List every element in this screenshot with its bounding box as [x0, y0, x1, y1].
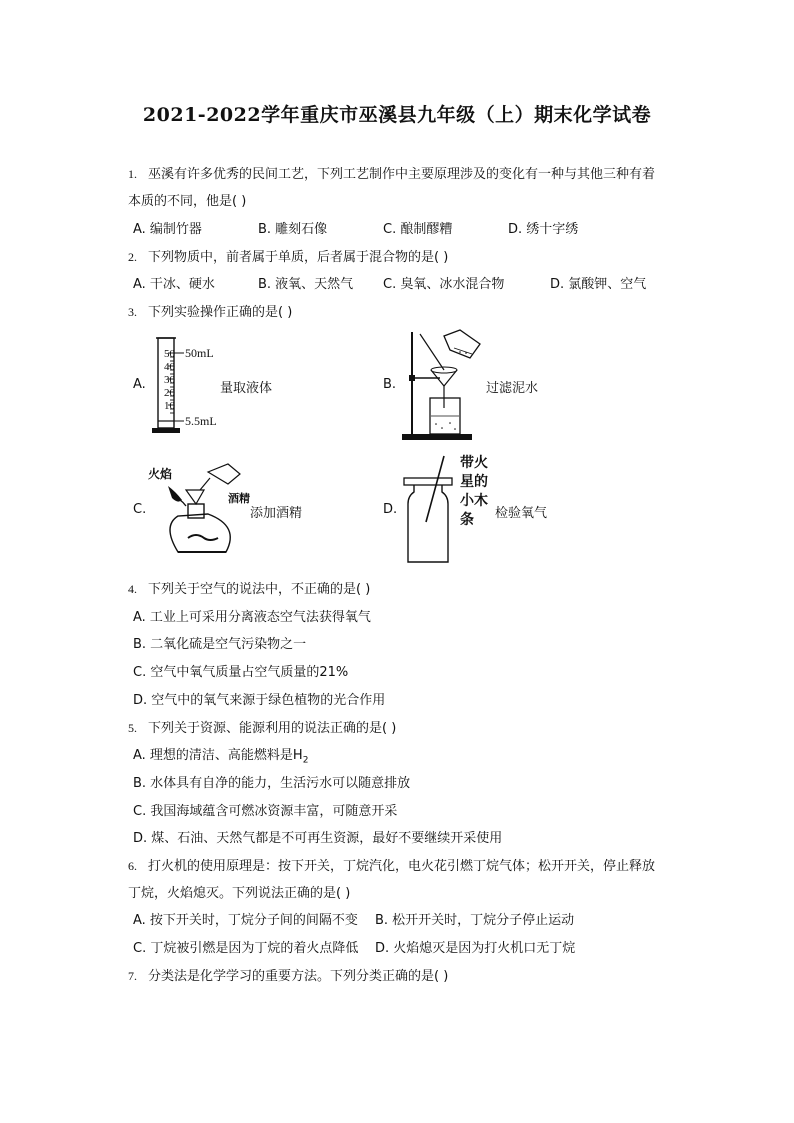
q3-option-b-letter[interactable]: B.	[383, 377, 397, 392]
question-number: 1.	[128, 167, 137, 181]
question-1-stem-cont: 本质的不同，他是( )	[128, 194, 247, 209]
question-number: 6.	[128, 859, 137, 873]
q3-option-c-text: 添加酒精	[250, 506, 303, 521]
q1-option-c[interactable]: C. 酿制醪糟	[383, 222, 453, 237]
cylinder-mark: 20	[164, 387, 175, 399]
cylinder-mark: 10	[164, 400, 175, 412]
splint-label: 带火 星的 小木 条	[460, 455, 488, 528]
cylinder-mark: 30	[164, 374, 175, 386]
question-6-stem: 6. 打火机的使用原理是：按下开关，丁烷汽化，电火花引燃丁烷气体；松开开关，停止释放	[128, 859, 656, 874]
q6-option-d[interactable]: D. 火焰熄灭是因为打火机口无丁烷	[375, 941, 576, 956]
q6-option-b[interactable]: B. 松开开关时，丁烷分子停止运动	[375, 913, 575, 928]
graduated-cylinder-figure	[150, 335, 230, 440]
question-1-stem: 1. 巫溪有许多优秀的民间工艺，下列工艺制作中主要原理涉及的变化有一种与其他三种有着	[128, 167, 656, 182]
question-number: 7.	[128, 969, 137, 983]
q3-option-d-text: 检验氧气	[495, 506, 548, 521]
question-4-stem: 4. 下列关于空气的说法中，不正确的是( )	[128, 582, 371, 597]
question-number: 4.	[128, 582, 137, 596]
q3-option-a-text: 量取液体	[220, 381, 273, 396]
question-number: 5.	[128, 721, 137, 735]
filtration-figure	[400, 326, 490, 446]
question-5-stem: 5. 下列关于资源、能源利用的说法正确的是( )	[128, 721, 397, 736]
question-3-stem: 3. 下列实验操作正确的是( )	[128, 305, 293, 320]
q4-option-a[interactable]: A. 工业上可采用分离液态空气法获得氧气	[133, 610, 371, 625]
page-title: 2021-2022学年重庆市巫溪县九年级（上）期末化学试卷	[142, 104, 652, 126]
q4-option-b[interactable]: B. 二氧化硫是空气污染物之一	[133, 637, 307, 652]
alcohol-label: 酒精	[228, 492, 250, 505]
q2-option-b[interactable]: B. 液氧、天然气	[258, 277, 354, 292]
q3-option-a-letter[interactable]: A.	[133, 377, 146, 392]
q2-option-d[interactable]: D. 氯酸钾、空气	[550, 277, 647, 292]
q1-option-a[interactable]: A. 编制竹器	[133, 222, 202, 237]
q2-option-a[interactable]: A. 干冰、硬水	[133, 277, 215, 292]
question-6-stem-cont: 丁烷，火焰熄灭。下列说法正确的是( )	[128, 886, 351, 901]
question-2-stem: 2. 下列物质中，前者属于单质，后者属于混合物的是( )	[128, 250, 449, 265]
q4-option-d[interactable]: D. 空气中的氧气来源于绿色植物的光合作用	[133, 693, 386, 708]
q3-option-c-letter[interactable]: C.	[133, 502, 147, 517]
question-number: 3.	[128, 305, 137, 319]
cylinder-bottom-label: 5.5mL	[185, 414, 217, 428]
q4-option-c[interactable]: C. 空气中氧气质量占空气质量的21%	[133, 665, 349, 680]
q5-option-c[interactable]: C. 我国海域蕴含可燃冰资源丰富，可随意开采	[133, 804, 398, 819]
question-7-stem: 7. 分类法是化学学习的重要方法。下列分类正确的是( )	[128, 969, 449, 984]
alcohol-lamp-figure	[148, 456, 258, 566]
q5-option-a[interactable]: A. 理想的清洁、高能燃料是$H_2$	[133, 748, 309, 766]
q5-option-b[interactable]: B. 水体具有自净的能力，生活污水可以随意排放	[133, 776, 411, 791]
flame-label: 火焰	[148, 467, 173, 481]
q6-option-a[interactable]: A. 按下开关时，丁烷分子间的间隔不变	[133, 913, 358, 928]
oxygen-test-figure	[400, 452, 460, 567]
q3-option-b-text: 过滤泥水	[486, 381, 539, 396]
q6-option-c[interactable]: C. 丁烷被引燃是因为丁烷的着火点降低	[133, 941, 359, 956]
cylinder-top-label: 50mL	[185, 346, 214, 360]
question-number: 2.	[128, 250, 137, 264]
q1-option-b[interactable]: B. 雕刻石像	[258, 222, 328, 237]
cylinder-mark: 40	[164, 361, 175, 373]
q5-option-d[interactable]: D. 煤、石油、天然气都是不可再生资源，最好不要继续开采使用	[133, 831, 503, 846]
q2-option-c[interactable]: C. 臭氧、冰水混合物	[383, 277, 505, 292]
q1-option-d[interactable]: D. 绣十字绣	[508, 222, 579, 237]
q3-option-d-letter[interactable]: D.	[383, 502, 398, 517]
cylinder-mark: 50	[164, 348, 175, 360]
